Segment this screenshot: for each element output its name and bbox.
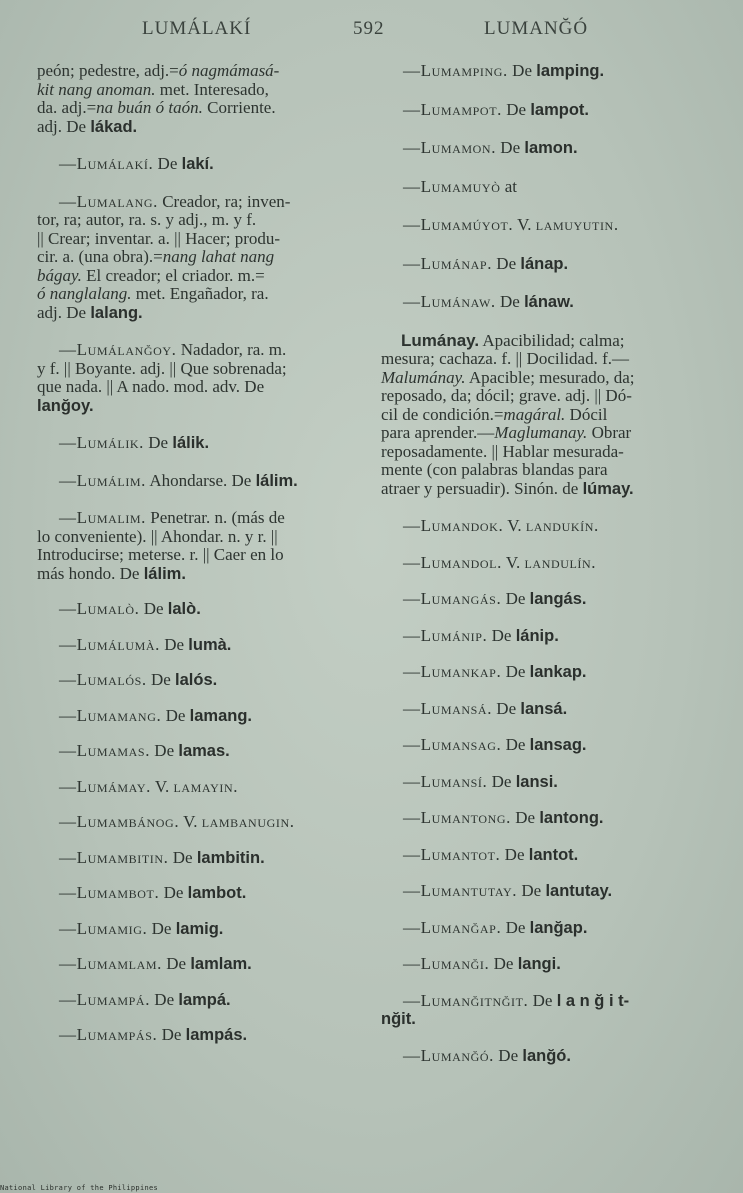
entry-lumampot: —Lumampot. De lampot. <box>403 99 589 119</box>
entry-lumanip: —Lumánip. De lánip. <box>403 625 559 645</box>
entry-lumalim-2: —Lumalim. Penetrar. n. (más de lo conveniente). || Ahondar. n. y r. || Introducirse; meterse. r. || Caer en lo más hondo. De lálim. <box>37 508 285 583</box>
entry-lumansag: —Lumansag. De lansag. <box>403 735 587 754</box>
header-right-guideword: LUMANĞÓ <box>484 18 589 39</box>
entry-lumalo: —Lumalò. De lalò. <box>59 599 201 618</box>
entry-lumangitngit: —Lumanğitnğit. De l a n ğ i t- nğit. <box>381 990 630 1028</box>
entry-lumamig: —Lumamig. De lamig. <box>59 918 224 938</box>
entry-lumanay: Lumánay. Apacibilidad; calma; mesura; cachaza. f. || Docilidad. f.— Malumánay. Apacible; mesurado, da; reposado, da; dócil; grave. adj. || Dó- cil de condición.=magáral. Dócil para aprender.—Maglumanay. Obrar reposadamente. || Hablar mesurada- mente (con palabras blandas para atraer y persuadir). Sinón. de lúmay. <box>381 330 635 498</box>
entry-lumansa: —Lumansá. De lansá. <box>403 698 568 718</box>
entry-lumambanog: —Lumambánog. V. lambanugin. <box>59 812 295 831</box>
running-head <box>0 14 743 44</box>
entry-lumalang: —Lumalang. Creador, ra; inven- tor, ra; autor, ra. s. y adj., m. y f. || Crear; inventar. a. || Hacer; produ- cir. a. (una obra).=nang lahat nang bágay. El creador; el criador. m.= ó nanglalang. met. Engañador, ra. adj. De lalang. <box>37 191 291 322</box>
entry-lumamuyo: —Lumamuyò at <box>403 176 517 196</box>
entry-lumalos: —Lumalós. De lalós. <box>59 670 218 689</box>
entry-lumamuyot: —Lumamúyot. V. lamuyutin. <box>403 215 619 234</box>
entry-lumango: —Lumanğó. De lanğó. <box>403 1045 571 1065</box>
entry-lumandok: —Lumandok. V. landukín. <box>403 516 599 535</box>
entry-lumansi: —Lumansí. De lansi. <box>403 771 558 791</box>
entry-lumamay: —Lumámay. V. lamayin. <box>59 776 239 796</box>
entry-lumangas: —Lumangás. De langás. <box>403 589 587 608</box>
header-left-guideword: LUMÁLAKÍ <box>142 18 252 39</box>
entry-lumantot: —Lumantot. De lantot. <box>403 844 579 864</box>
entry-lumamang: —Lumamang. De lamang. <box>59 705 252 725</box>
entry-lumamlam: —Lumamlam. De lamlam. <box>59 954 252 973</box>
entry-lumambot: —Lumambot. De lambot. <box>59 883 247 902</box>
right-column <box>381 62 699 1065</box>
entry-lumalangoy: —Lumálanğoy. Nadador, ra. m. y f. || Boyante. adj. || Que sobrenada; que nada. || A nado. mod. adv. De lanğoy. <box>37 340 287 415</box>
entry-lumambitin: —Lumambitin. De lambitin. <box>59 847 265 867</box>
page-number: 592 <box>353 18 385 39</box>
entry-lumampa: —Lumampá. De lampá. <box>59 989 231 1009</box>
left-column <box>37 62 355 1045</box>
entry-lumanap: —Lumánap. De lánap. <box>403 253 569 273</box>
entry-lumandol: —Lumandol. V. landulín. <box>403 552 597 572</box>
entry-lumalik: —Lumálik. De lálik. <box>59 433 210 452</box>
entry-lumantong: —Lumantong. De lantong. <box>403 808 604 827</box>
entry-lumalim-1: —Lumálim. Ahondarse. De lálim. <box>59 470 298 490</box>
entry-lumamon: —Lumamon. De lamon. <box>403 138 578 157</box>
entry-lumampas: —Lumampás. De lampás. <box>59 1025 248 1044</box>
entry-lumaluma: —Lumálumà. De lumà. <box>59 634 232 654</box>
entry-lumantutay: —Lumantutay. De lantutay. <box>403 881 613 900</box>
entry-continuation: peón; pedestre, adj.=ó nagmámasá- kit nang anoman. met. Interesado, da. adj.=na buán ó taón. Corriente. adj. De lákad. <box>37 61 280 136</box>
entry-lumalaki: —Lumálakí. De lakí. <box>59 154 214 173</box>
entry-lumangi: —Lumanği. De langi. <box>403 954 561 973</box>
library-footer: National Library of the Philippines <box>0 1184 159 1192</box>
entry-lumanaw: —Lumánaw. De lánaw. <box>403 292 574 311</box>
entry-lumankap: —Lumankap. De lankap. <box>403 662 587 681</box>
entry-lumangap: —Lumanğap. De lanğap. <box>403 917 588 937</box>
entry-lumamas: —Lumamas. De lamas. <box>59 741 230 760</box>
entry-lumamping: —Lumamping. De lamping. <box>403 61 605 80</box>
